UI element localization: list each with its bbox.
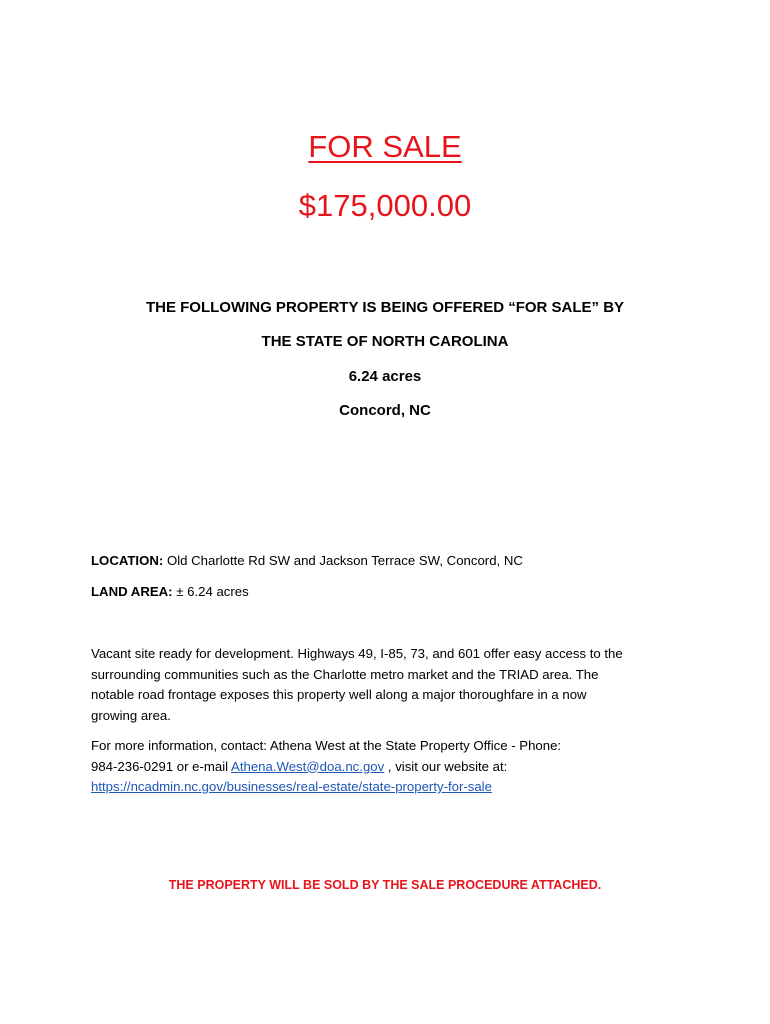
phone-text: 984-236-0291 or e-mail — [91, 758, 232, 774]
description-line: Vacant site ready for development. Highways 49, I-85, 73, and 601 offer easy access to the — [91, 646, 623, 661]
website-intro-text: , visit our website at: — [384, 758, 508, 774]
location-value: Old Charlotte Rd SW and Jackson Terrace SW, Concord, NC — [163, 553, 523, 568]
land-area-value: ± 6.24 acres — [172, 584, 249, 599]
acreage-heading: 6.24 acres — [348, 368, 422, 385]
offer-heading: THE FOLLOWING PROPERTY IS BEING OFFERED “FOR SALE” BY — [145, 299, 625, 316]
land-area-line — [91, 582, 691, 603]
sale-procedure-notice: THE PROPERTY WILL BE SOLD BY THE SALE PROCEDURE ATTACHED. — [168, 878, 602, 892]
email-link[interactable]: Athena.West@doa.nc.gov — [231, 758, 385, 774]
description-paragraph — [91, 644, 691, 726]
location-label: LOCATION: — [91, 553, 164, 568]
city-heading: Concord, NC — [339, 402, 431, 419]
description-line: growing area. — [91, 707, 171, 723]
description-line: surrounding communities such as the Charlotte metro market and the TRIAD area. The — [91, 666, 599, 682]
land-area-label: LAND AREA: — [91, 584, 173, 599]
page-title — [0, 127, 770, 167]
location-line — [91, 551, 691, 572]
website-link[interactable]: https://ncadmin.nc.gov/businesses/real-estate/state-property-for-sale — [91, 779, 492, 794]
seller-heading: THE STATE OF NORTH CAROLINA — [261, 333, 509, 350]
contact-line-2 — [91, 757, 691, 778]
contact-line-1: For more information, contact: Athena West at the State Property Office - Phone: — [91, 738, 562, 753]
sale-price: $175,000.00 — [298, 188, 472, 223]
description-line: notable road frontage exposes this property well along a major thoroughfare in a now — [91, 687, 587, 702]
page-title-text: FOR SALE — [308, 129, 462, 164]
contact-paragraph — [91, 736, 691, 798]
